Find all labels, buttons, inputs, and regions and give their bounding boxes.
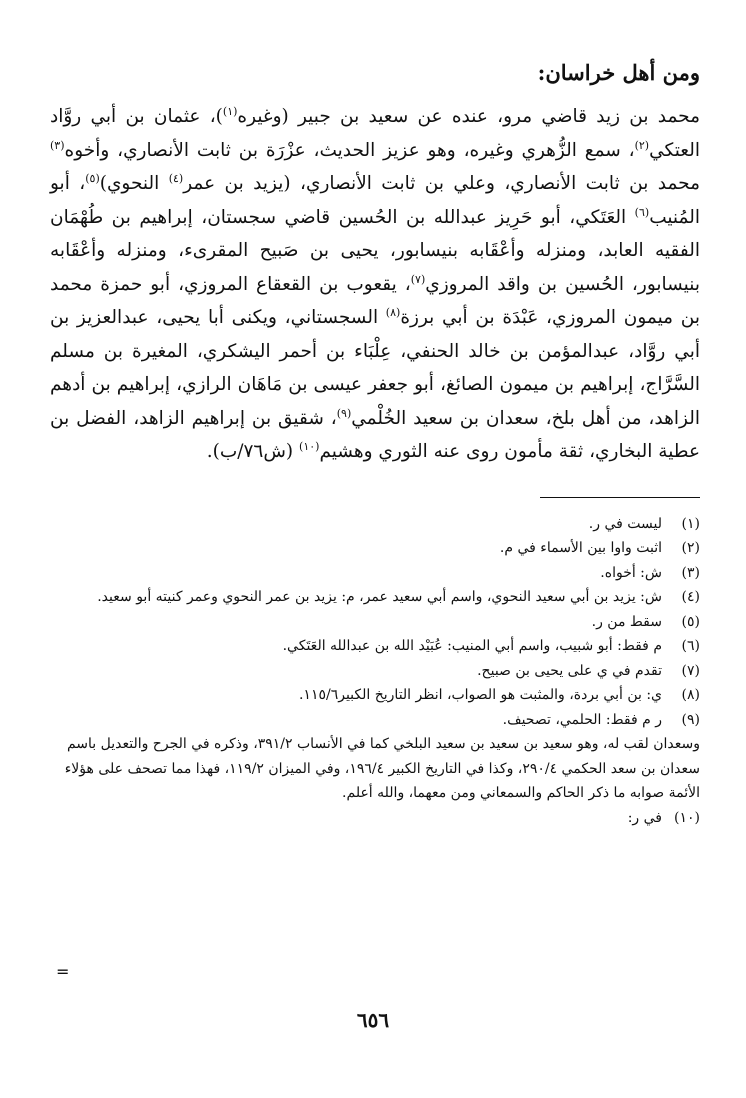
footnote	[50, 634, 700, 659]
main-paragraph	[50, 100, 700, 469]
paragraph-text: (ش٧٦/ب).	[206, 441, 300, 462]
footnote-continuation	[50, 732, 700, 806]
footnote-text: تقدم في ي على يحيى بن صبيح.	[477, 662, 662, 679]
footnote-ref: (٣)	[50, 138, 65, 152]
footnote-ref: (١٠)	[299, 439, 320, 453]
document-page	[50, 58, 700, 1068]
footnote-number: (٢)	[681, 540, 700, 556]
footnote-text: سقط من ر.	[591, 613, 662, 630]
paragraph-text: محمد بن ثابت الأنصاري، وعلي بن ثابت الأنصاري، (يزيد بن عمر	[183, 173, 700, 194]
continuation-mark: =	[56, 962, 70, 981]
footnote-number: (٨)	[681, 687, 700, 703]
footnote-text: ر م فقط: الحلمي، تصحيف.	[502, 711, 662, 728]
paragraph-text: محمد بن زيد قاضي مرو، عنده عن سعيد بن جبير (وغيره	[237, 106, 701, 127]
footnote-text: ش: يزيد بن أبي سعيد النحوي، واسم أبي سعيد عمر، م: يزيد بن عمر النحوي وعمر كنيته أبو سعيد.	[97, 589, 662, 605]
paragraph-text: ، سمع الزُّهري وغيره، وهو عزيز الحديث، عزْرَة بن ثابت الأنصاري، وأخوه	[64, 139, 635, 161]
footnote-ref: (٧)	[410, 272, 426, 286]
paragraph-text: النحوي)	[99, 173, 169, 194]
footnote	[50, 536, 700, 561]
footnote	[50, 610, 700, 635]
footnote-ref: (٤)	[168, 171, 184, 185]
footnote-text: ليست في ر.	[588, 515, 662, 532]
paragraph-text: العَتَكي، أبو حَرِيز عبدالله بن الحُسين قاضي سجستان، إبراهيم بن طُهْمَان الفقيه العابد، ومنزله وأعْقَابه بنيسابور، يحيى بن صَبيح المقرىء، ومنزله وأعْقَابه بنيسابور، الحُسين بن واقد المروزي	[50, 206, 700, 295]
page-number: ٦٥٦	[356, 1008, 390, 1032]
footnotes	[50, 512, 700, 733]
paragraph-text: ، أبو المُنيب	[50, 173, 700, 228]
footnote-ref: (٢)	[634, 138, 650, 152]
footnote-number: (٤)	[681, 589, 700, 605]
footnote	[50, 708, 700, 733]
footnote-text: ش: أخواه.	[600, 564, 662, 581]
footnote-number: (٣)	[681, 564, 700, 581]
footnote-number: (٩)	[681, 711, 700, 728]
footnote	[50, 659, 700, 684]
footnote-text: في ر:	[627, 809, 662, 826]
footnote-text: اثبت واوا بين الأسماء في م.	[499, 540, 662, 556]
footnote-separator	[540, 497, 700, 498]
footnote-text: ي: بن أبي بردة، والمثبت هو الصواب، انظر التاريخ الكبير١١٥/٦.	[298, 687, 662, 703]
footnote	[50, 561, 700, 586]
footnote-ref: (٦)	[634, 205, 650, 219]
paragraph-text: ، يقعوب بن القعقاع المروزي، أبو حمزة محمد بن ميمون المروزي، عَبْدَة بن أبي برزة	[50, 273, 701, 328]
footnote-ref: (٥)	[85, 171, 100, 185]
footnote-number: (٧)	[681, 662, 700, 679]
footnote	[50, 585, 700, 610]
paragraph-text: )، عثمان بن أبي روَّاد العتكي	[50, 106, 700, 161]
footnote-number: (٦)	[681, 638, 700, 654]
footnote-number: (٥)	[681, 613, 700, 630]
footnote-number: (١)	[681, 515, 700, 532]
footnote-number: (١٠)	[674, 809, 700, 826]
footnote	[50, 683, 700, 708]
footnote-10	[50, 806, 700, 831]
footnote-ref: (١)	[222, 104, 238, 118]
footnote-ref: (٨)	[385, 305, 401, 319]
paragraph-text: ، شقيق بن إبراهيم الزاهد، الفضل بن عطية البخاري، ثقة مأمون روى عنه الثوري وهشيم	[50, 407, 700, 462]
footnote-text: م فقط: أبو شبيب، واسم أبي المنيب: عُبَيْد الله بن عبدالله العَتَكي.	[282, 638, 662, 654]
footnote-9-continuation: وسعدان لقب له، وهو سعيد بن سعيد بن سعيد البلخي كما في الأنساب ٣٩١/٢، وذكره في الجرح والتعديل باسم سعدان بن سعد الحكمي ٢٩٠/٤، وكذا في التاريخ الكبير ١٩٦/٤، وفي الميزان ١١٩/٢، فهذا مما تصحف على هؤلاء الأئمة صوابه ما ذكر الحاكم والسمعاني ومن معهما، والله أعلم.	[64, 736, 700, 801]
footnote	[50, 512, 700, 537]
section-heading: ومن أهل خراسان:	[537, 60, 700, 85]
paragraph-text: السجستاني، ويكنى أبا يحيى، عبدالعزيز بن أبي روَّاد، عبدالمؤمن بن خالد الحنفي، عِلْبَاء بن أحمر اليشكري، المغيرة بن مسلم السَّرَّاج، إبراهيم بن ميمون الصائغ، أبو جعفر عيسى بن مَاهَان الرازي، إبراهيم بن أدهم الزاهد، من أهل بلخ، سعدان بن سعيد الخُلْمي	[50, 307, 700, 429]
footnote-ref: (٩)	[336, 406, 352, 420]
